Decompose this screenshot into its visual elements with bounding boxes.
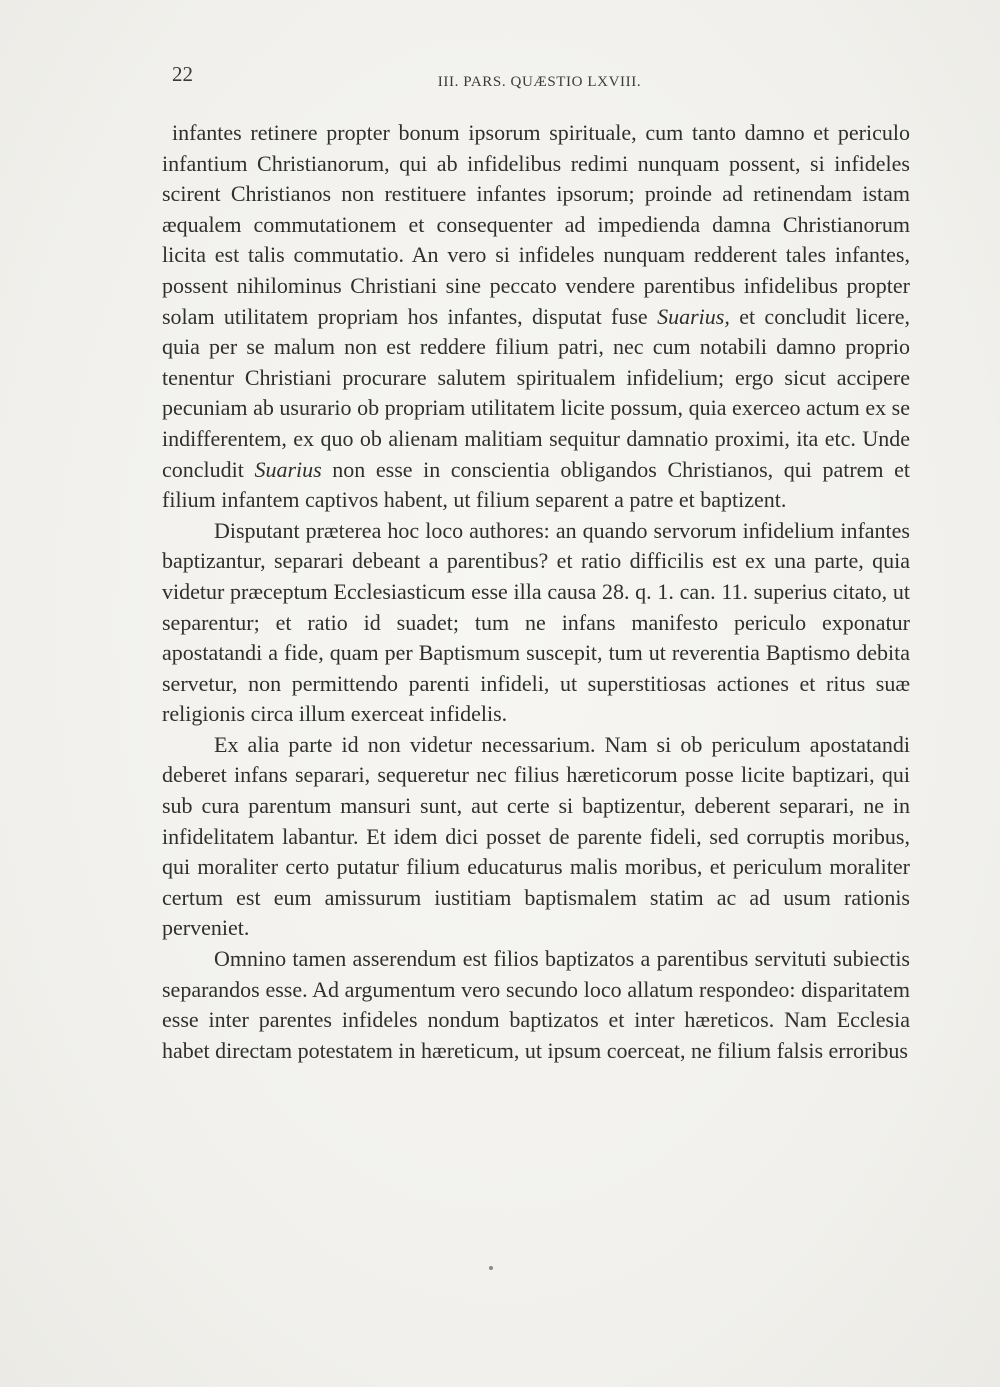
paragraph-1-part-b: et concludit licere, quia per se malum non est reddere filium patri, nec cum notabili damno proprio tenentur Christiani procurare salutem spiritualem infidelium; ergo sicut accipere pecuniam ab usurario ob propriam utilitatem licite possum, quia exerceo actum ex se indifferentem, ex quo ob alienam malitiam sequitur damnatio proximi, ita etc. Unde concludit bbox=[162, 303, 911, 482]
author-name-suarius: Suarius, bbox=[657, 303, 730, 329]
paragraph-3: Ex alia parte id non videtur necessarium. Nam si ob periculum apostatandi deberet infans separari, sequeretur nec filius hæreticorum posse licite baptizari, qui sub cura parentum mansuri sunt, aut certe si baptizentur, deberent separari, ne in infidelitatem labantur. Et idem dici posset de parente fideli, sed corruptis moribus, qui moraliter certo putatur filium educaturus malis moribus, et periculum moraliter certum est eum amissurum iustitiam baptismalem statim ac ad usum rationis perveniet. bbox=[162, 731, 910, 941]
body-text bbox=[162, 118, 910, 1066]
page-header bbox=[172, 62, 907, 92]
paragraph-1 bbox=[162, 118, 910, 516]
author-name-suarius-2: Suarius bbox=[254, 456, 322, 482]
paragraph-1-part-a: infantes retinere propter bonum ipsorum spirituale, cum tanto damno et periculo infantium Christianorum, qui ab infidelibus redimi nunquam possent, si infideles scirent Christianos non restituere infantes ipsorum; proinde ad retinendam istam æqualem commutationem et consequenter ad impedienda damna Christianorum licita est talis commutatio. An vero si infideles nunquam redderent tales infantes, possent nihilominus Christiani sine peccato vendere parentibus infidelibus propter solam utilitatem propriam hos infantes, disputat fuse bbox=[162, 120, 910, 329]
paper-speck bbox=[489, 1266, 493, 1270]
paragraph-1-part-c: non esse in conscientia obligandos Christianos, qui patrem et filium infantem captivos habent, ut filium separent a patre et baptizent. bbox=[162, 456, 910, 513]
paragraph-2: Disputant præterea hoc loco authores: an quando servorum infidelium infantes baptizantur, separari debeant a parentibus? et ratio difficilis est ex una parte, quia videtur præceptum Ecclesiasticum esse illa causa 28. q. 1. can. 11. superius citato, ut separentur; et ratio id suadet; tum ne infans manifesto periculo exponatur apostatandi a fide, quam per Baptismum suscepit, tum ut reverentia Baptismo debita servetur, non permittendo parenti infideli, ut superstitiosas actiones et ritus suæ religionis circa illum exerceat infidelis. bbox=[162, 517, 910, 727]
running-head: III. PARS. QUÆSTIO LXVIII. bbox=[437, 74, 642, 90]
page-number: 22 bbox=[172, 62, 193, 86]
paragraph-4: Omnino tamen asserendum est filios baptizatos a parentibus servituti subiectis separandos esse. Ad argumentum vero secundo loco allatum respondeo: disparitatem esse inter parentes infideles nondum baptizatos et inter hæreticos. Nam Ecclesia habet directam potestatem in hæreticum, ut ipsum coerceat, ne filium falsis erroribus bbox=[162, 946, 910, 1063]
